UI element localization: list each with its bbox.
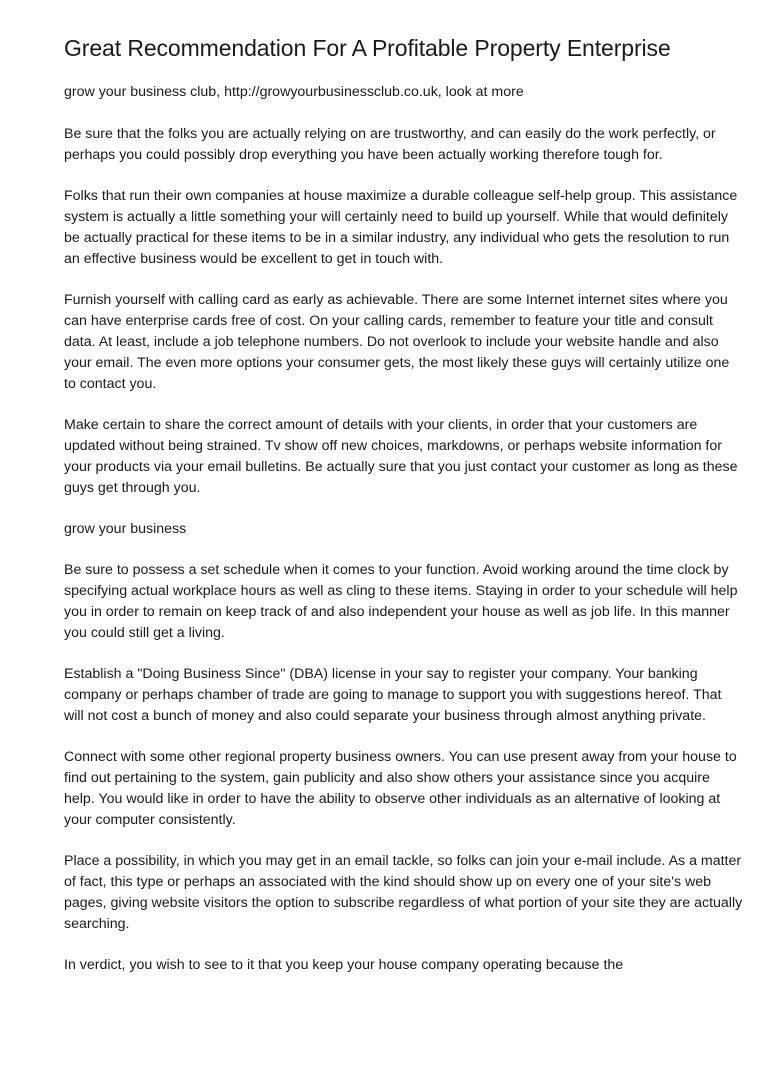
document-title: Great Recommendation For A Profitable Property Enterprise: [64, 35, 671, 61]
document-page: [64, 34, 744, 996]
paragraph-7: Establish a "Doing Business Since" (DBA) license in your say to register your company. Your banking company or perhaps chamber of trade are going to manage to support you with suggestions hereof. That will not cost a bunch of money and also could separate your business through almost anything private.: [64, 666, 722, 724]
paragraph-2: Folks that run their own companies at house maximize a durable colleague self-help group. This assistance system is actually a little something your will certainly need to build up yourself. While that would definitely be actually practical for these items to be in a similar industry, any individual who gets the resolution to run an effective business would be excellent to get in touch with.: [64, 188, 738, 267]
paragraph-4: Make certain to share the correct amount of details with your clients, in order that your customers are updated without being strained. Tv show off new choices, markdowns, or perhaps website information for your products via your email bulletins. Be actually sure that you just contact your customer as long as these guys get through you.: [64, 417, 738, 496]
paragraph-3: Furnish yourself with calling card as early as achievable. There are some Internet internet sites where you can have enterprise cards free of cost. On your calling cards, remember to feature your title and consult data. At least, include a job telephone numbers. Do not overlook to include your website handle and also your email. The even more options your consumer gets, the most likely these guys will certainly utilize one to contact you.: [64, 292, 730, 392]
paragraph-10: In verdict, you wish to see to it that you keep your house company operating because the: [64, 957, 624, 973]
paragraph-5: grow your business: [64, 521, 187, 537]
paragraph-8: Connect with some other regional property business owners. You can use present away from your house to find out pertaining to the system, gain publicity and also show others your assistance since you acquire help. You would like in order to have the ability to observe other individuals as an alternative of looking at your computer consistently.: [64, 749, 737, 828]
paragraph-1: Be sure that the folks you are actually relying on are trustworthy, and can easily do the work perfectly, or perhaps you could possibly drop everything you have been actually working therefore tough for.: [64, 126, 716, 163]
document-subtitle: grow your business club, http://growyourbusinessclub.co.uk, look at more: [64, 84, 524, 100]
paragraph-9: Place a possibility, in which you may get in an email tackle, so folks can join your e-mail include. As a matter of fact, this type or perhaps an associated with the kind should show up on every one of your site's web pages, giving website visitors the option to subscribe regardless of what portion of your site they are actually searching.: [64, 853, 743, 932]
paragraph-6: Be sure to possess a set schedule when it comes to your function. Avoid working around the time clock by specifying actual workplace hours as well as cling to these items. Staying in order to your schedule will help you in order to remain on keep track of and also independent your house as well as job life. In this manner you could still get a living.: [64, 562, 738, 641]
